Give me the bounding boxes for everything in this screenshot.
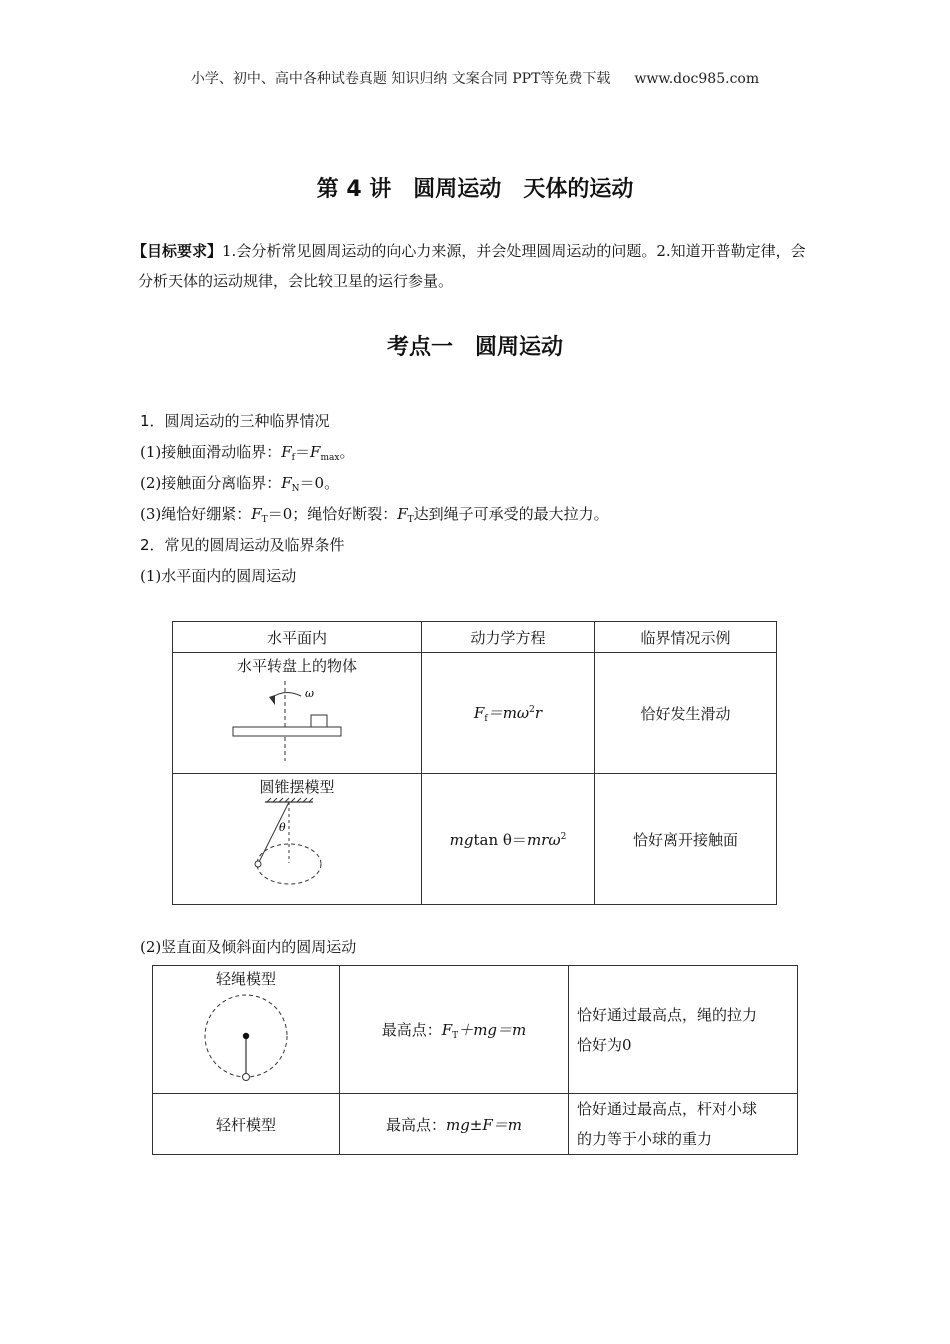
pendulum-ball bbox=[255, 861, 261, 867]
table-vertical bbox=[152, 965, 798, 1155]
rope-ball bbox=[243, 1074, 250, 1081]
critical-cell: 恰好通过最高点，杆对小球 的力等于小球的重力 bbox=[569, 1094, 798, 1155]
title-part3: 天体的运动 bbox=[523, 177, 634, 202]
point-2: (2)接触面分离临界：$F_N=0$。 bbox=[140, 474, 340, 494]
equation-cell: mgtan θ＝mrω$^2$ bbox=[422, 774, 595, 905]
header-url[interactable]: www.doc985.com bbox=[634, 71, 760, 87]
goal-label: 【目标要求】 bbox=[132, 242, 223, 260]
header-cell: 水平面内 bbox=[173, 622, 422, 653]
subheading-horizontal: (1)水平面内的圆周运动 bbox=[140, 567, 297, 585]
page-header bbox=[0, 68, 950, 88]
section-heading bbox=[0, 330, 950, 361]
diagram-cell bbox=[153, 966, 340, 1094]
row-caption: 轻绳模型 bbox=[215, 970, 276, 988]
critical-cell: 恰好离开接触面 bbox=[595, 774, 777, 905]
lecture-title bbox=[0, 172, 950, 203]
table-horizontal bbox=[172, 621, 777, 905]
diagram-cell bbox=[173, 653, 422, 774]
header-text: 小学、初中、高中各种试卷真题 知识归纳 文案合同 PPT等免费下载 bbox=[190, 71, 611, 87]
header-cell: 动力学方程 bbox=[422, 622, 595, 653]
point-3: (3)绳恰好绷紧：$F_T=0$；绳恰好断裂：$F_T$达到绳子可承受的最大拉力。 bbox=[140, 505, 609, 525]
title-part2: 圆周运动 bbox=[413, 177, 502, 202]
row-caption: 水平转盘上的物体 bbox=[236, 657, 357, 675]
omega-label: ω bbox=[305, 687, 314, 700]
conical-pendulum-diagram bbox=[227, 797, 367, 892]
header-cell: 临界情况示例 bbox=[595, 622, 777, 653]
row-caption: 轻杆模型 bbox=[153, 1094, 340, 1155]
rope-model-diagram bbox=[196, 989, 296, 1081]
table-row bbox=[173, 653, 777, 774]
turntable-diagram bbox=[227, 676, 367, 761]
table-row bbox=[173, 774, 777, 905]
critical-cell: 恰好通过最高点，绳的拉力 恰好为0 bbox=[569, 966, 798, 1094]
table-header-row bbox=[173, 622, 777, 653]
section-part1: 考点一 bbox=[386, 335, 453, 360]
row-caption: 圆锥摆模型 bbox=[259, 778, 335, 796]
diagram-cell bbox=[173, 774, 422, 905]
block-object bbox=[311, 715, 327, 727]
equation-cell: 最高点：mg±F＝m bbox=[340, 1094, 569, 1155]
heading-1: 1．圆周运动的三种临界情况 bbox=[140, 412, 330, 430]
table-row bbox=[153, 1094, 798, 1155]
subheading-vertical: (2)竖直面及倾斜面内的圆周运动 bbox=[140, 938, 357, 956]
section-part2: 圆周运动 bbox=[475, 335, 564, 360]
goal-paragraph bbox=[132, 236, 818, 296]
goal-text: 1.会分析常见圆周运动的向心力来源，并会处理圆周运动的问题。2.知道开普勒定律，会分析天体的运动规律，会比较卫星的运行参量。 bbox=[138, 242, 806, 290]
heading-2: 2．常见的圆周运动及临界条件 bbox=[140, 536, 345, 554]
critical-cell: 恰好发生滑动 bbox=[595, 653, 777, 774]
point-1: (1)接触面滑动临界：$F_f=F_{max}$。 bbox=[140, 443, 355, 463]
equation-cell: 最高点：$F_T+mg=m$ bbox=[340, 966, 569, 1094]
center-point bbox=[243, 1033, 249, 1039]
theta-label: θ bbox=[279, 821, 286, 834]
table-row bbox=[153, 966, 798, 1094]
equation-cell: $F_f=m\omega^2r$ bbox=[422, 653, 595, 774]
title-part1: 第 4 讲 bbox=[316, 177, 392, 202]
